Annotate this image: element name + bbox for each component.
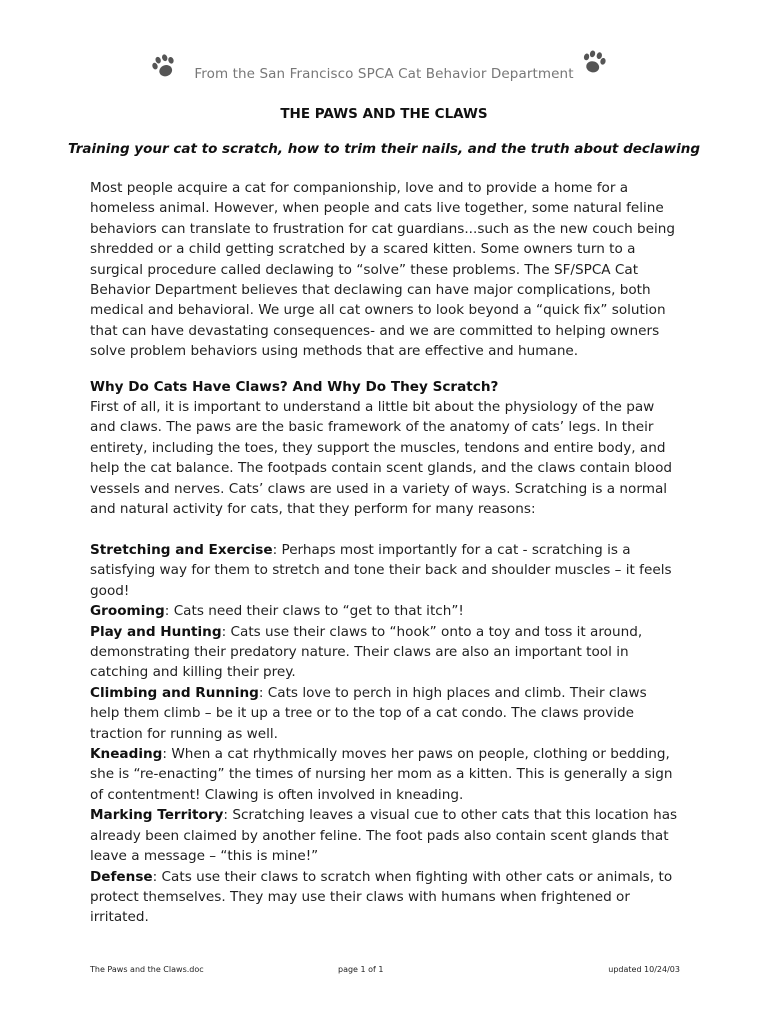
document-subtitle: Training your cat to scratch, how to trim their nails, and the truth about declawing (67, 141, 701, 157)
header (0, 48, 768, 88)
document-title: THE PAWS AND THE CLAWS (280, 106, 488, 122)
reason-text: Perhaps most importantly for a cat - scratching is a satisfying way for them to stretch and tone their back and shoulder muscles – it feels good! (90, 542, 672, 599)
reason-separator: : (162, 746, 172, 763)
intro-paragraph: Most people acquire a cat for companionship, love and to provide a home for a homeless animal. However, when people and cats live together, some natural feline behaviors can translate to frustration for cat guardians...such as the new couch being shredded or a child getting scratched by a scared kitten. Some owners turn to a surgical procedure called declawing to “solve” these problems. The SF/SPCA Cat Behavior Department believes that declawing can have major complications, both medical and behavioral. We urge all cat owners to look beyond a “quick fix” solution that can have devastating consequences- and we are committed to helping owners solve problem behaviors using methods that are effective and humane. (90, 180, 676, 360)
reasons-list (90, 540, 680, 928)
reason-term: Defense (90, 868, 153, 885)
footer-updated: updated 10/24/03 (608, 965, 680, 974)
reason-separator: : (272, 542, 282, 558)
reason-text: Cats use their claws to scratch when fighting with other cats or animals, to protect themselves. They may use their claws with humans when frightened or irritated. (90, 868, 673, 926)
reason-term: Climbing and Running (90, 684, 259, 701)
reason-item (90, 867, 680, 928)
reason-separator: : (221, 623, 231, 640)
reason-item (90, 601, 680, 621)
page-footer (90, 965, 680, 979)
reason-text: Cats need their claws to “get to that itch”! (173, 603, 464, 620)
reason-separator: : (258, 684, 268, 701)
why-paragraph: First of all, it is important to understand a little bit about the physiology of the paw and claws. The paws are the basic framework of the anatomy of cats’ legs. In their entirety, including the toes, they support the muscles, tendons and entire body, and help the cat balance. The footpads contain scent glands, and the claws contain blood vessels and nerves. Cats’ claws are used in a variety of ways. Scratching is a normal and natural activity for cats, that they perform for many reasons: (90, 399, 673, 518)
reason-item (90, 744, 680, 805)
reason-item (90, 540, 680, 601)
reason-term: Kneading (90, 746, 163, 763)
department-line: From the San Francisco SPCA Cat Behavior Department (194, 66, 574, 82)
reason-separator: : (152, 868, 162, 885)
reason-item (90, 805, 680, 866)
reason-text: Cats love to perch in high places and climb. Their claws help them climb – be it up a tree or to the top of a cat condo. The claws provide traction for running as well. (90, 684, 647, 742)
reason-item (90, 683, 680, 744)
reason-text: Scratching leaves a visual cue to other cats that this location has already been claimed by another feline. The foot pads also contain scent glands that leave a message – “this is mine!” (90, 807, 678, 865)
reason-term: Stretching and Exercise (90, 542, 273, 558)
reason-text: When a cat rhythmically moves her paws on people, clothing or bedding, she is “re-enacting” the times of nursing her mom as a kitten. This is generally a sign of contentment! Clawing is often involved in kneading. (90, 746, 673, 803)
footer-page-number: page 1 of 1 (338, 965, 384, 974)
reason-separator: : (164, 603, 174, 620)
reason-separator: : (223, 807, 233, 824)
section-heading: Why Do Cats Have Claws? And Why Do They Scratch? (90, 379, 499, 395)
reason-text: Cats use their claws to “hook” onto a toy and toss it around, demonstrating their predatory nature. Their claws are also an important tool in catching and killing their prey. (90, 623, 643, 681)
reason-item (90, 622, 680, 683)
reason-term: Grooming (90, 603, 165, 620)
paw-print-icon (576, 44, 612, 80)
reason-term: Marking Territory (90, 807, 224, 824)
footer-filename: The Paws and the Claws.doc (90, 965, 204, 974)
reason-term: Play and Hunting (90, 623, 222, 640)
